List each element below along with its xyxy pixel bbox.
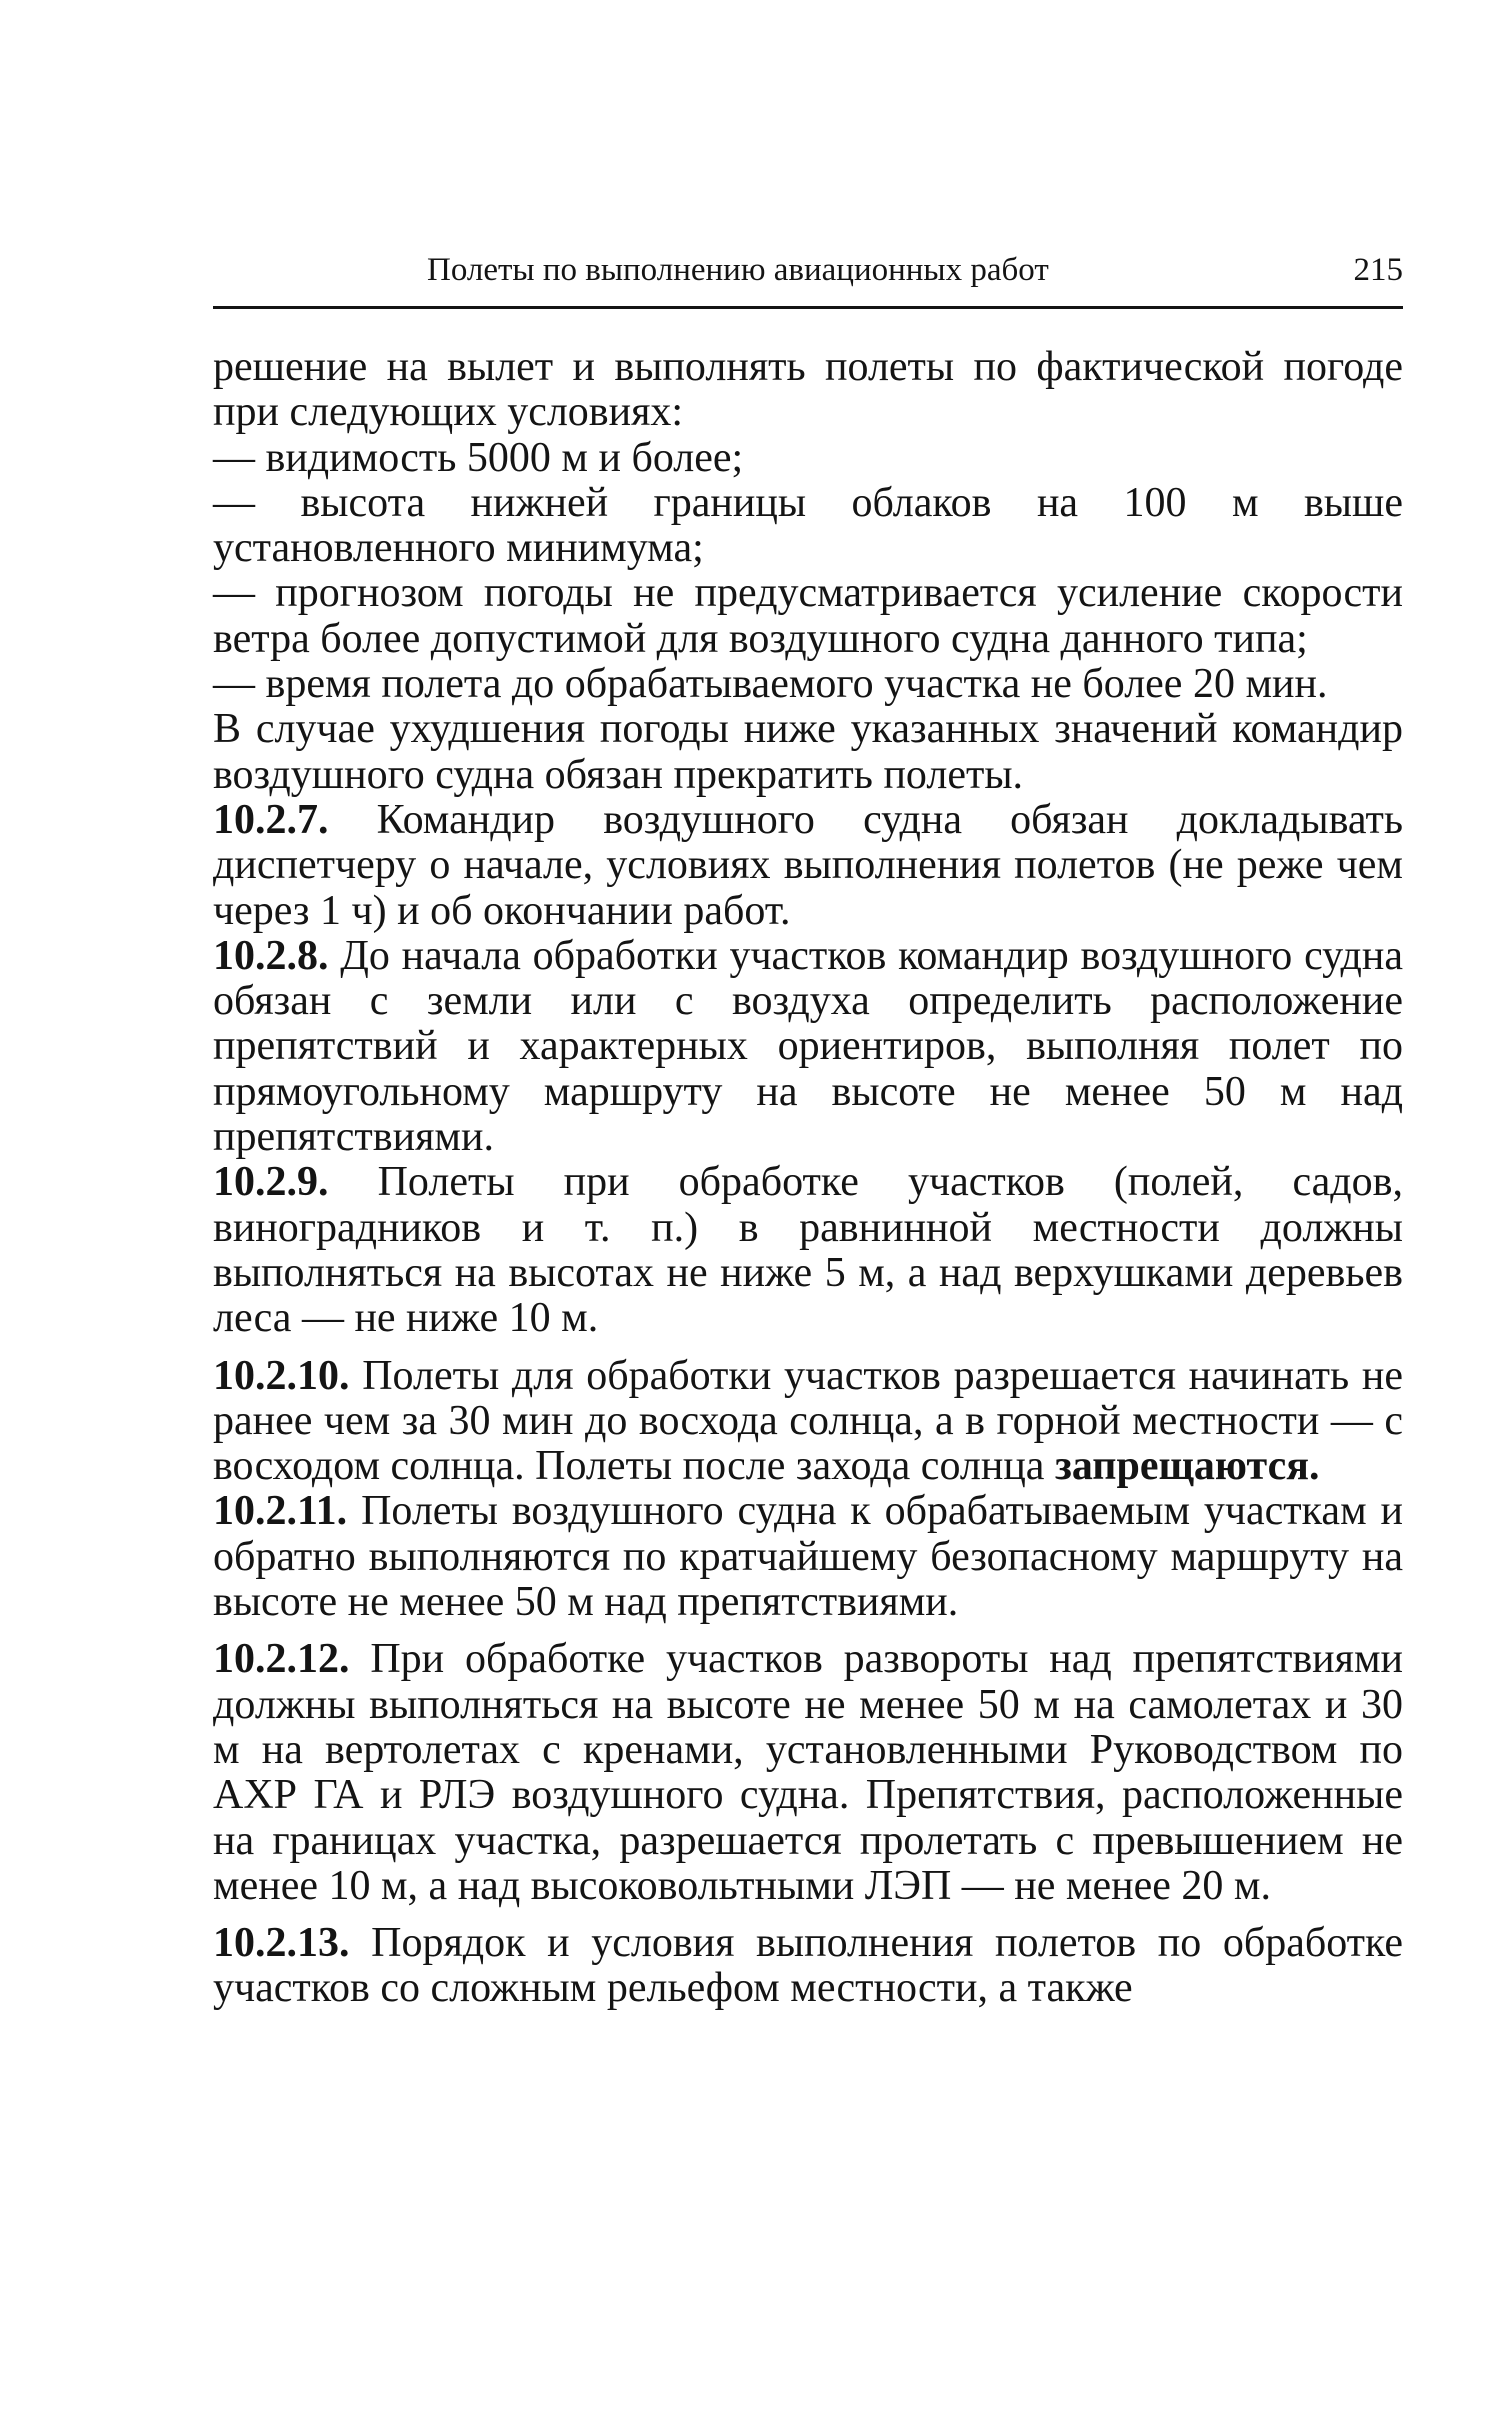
body-text <box>213 345 1403 2012</box>
page-number: 215 <box>1353 252 1403 288</box>
clause-10-2-13 <box>213 1921 1403 2012</box>
clause-number: 10.2.8. <box>213 932 329 979</box>
clause-10-2-10 <box>213 1354 1403 1490</box>
clause-number: 10.2.13. <box>213 1920 350 1967</box>
list-item: — видимость 5000 м и более; <box>213 434 744 481</box>
clause-number: 10.2.10. <box>213 1352 350 1399</box>
paragraph: решение на вылет и выполнять полеты по фактической погоде при следующих условиях: <box>213 344 1403 436</box>
list-item: — высота нижней границы облаков на 100 м выше установленного минимума; <box>213 479 1403 572</box>
list-item: — время полета до обрабатываемого участка не более 20 мин. <box>213 661 1328 708</box>
header-rule <box>213 306 1403 309</box>
running-title: Полеты по выполнению авиационных работ <box>427 252 1049 288</box>
clause-10-2-11 <box>213 1489 1403 1625</box>
clause-10-2-8 <box>213 934 1403 1160</box>
clause-number: 10.2.7. <box>213 796 329 843</box>
list-item: — прогнозом погоды не предусматривается усиление скорости ветра более допустимой для воздушного судна данного типа; <box>213 570 1403 662</box>
clause-number: 10.2.11. <box>213 1488 348 1535</box>
clause-10-2-7 <box>213 798 1403 934</box>
paragraph: В случае ухудшения погоды ниже указанных значений командир воздушного судна обязан прекратить полеты. <box>213 706 1403 798</box>
clause-10-2-12 <box>213 1637 1403 1909</box>
clause-text: Полеты для обработки участков разрешается начинать не ранее чем за 30 мин до восхода солнца, а в горной местности — с восходом солнца. Полеты после захода солнца <box>213 1352 1404 1490</box>
clause-number: 10.2.9. <box>213 1159 329 1206</box>
clause-text: Командир воздушного судна обязан докладывать диспетчеру о начале, условиях выполнения полетов (не реже чем через 1 ч) и об окончании работ. <box>213 796 1403 934</box>
clause-text: До начала обработки участков командир воздушного судна обязан с земли или с воздуха определить расположение препятствий и характерных ориентиров, выполняя полет по прямоугольному маршруту на высоте не менее 50 м над препятствиями. <box>213 932 1403 1161</box>
clause-text: Порядок и условия выполнения полетов по обработке участков со сложным рельефом местности, а также <box>213 1920 1404 2012</box>
running-header <box>213 240 1403 300</box>
clause-text: Полеты при обработке участков (полей, садов, виноградников и т. п.) в равнинной местности должны выполняться на высотах не ниже 5 м, а над верхушками деревьев леса — не ниже 10 м. <box>213 1159 1403 1342</box>
emphasis-text: запрещаются. <box>1054 1443 1320 1490</box>
clause-text: При обработке участков развороты над препятствиями должны выполняться на высоте не менее 50 м на самолетах и 30 м на вертолетах с кренами, установленными Руководством по АХР ГА и РЛЭ воздушного судна. Препятствия, расположенные на границах участка, разрешается пролетать с превышением не менее 10 м, а над высоковольтными ЛЭП — не менее 20 м. <box>213 1636 1404 1909</box>
book-page <box>213 240 1403 2012</box>
clause-number: 10.2.12. <box>213 1636 350 1683</box>
clause-text: Полеты воздушного судна к обрабатываемым участкам и обратно выполняются по кратчайшему безопасному маршруту на высоте не менее 50 м над препятствиями. <box>213 1488 1403 1626</box>
clause-10-2-9 <box>213 1160 1403 1341</box>
